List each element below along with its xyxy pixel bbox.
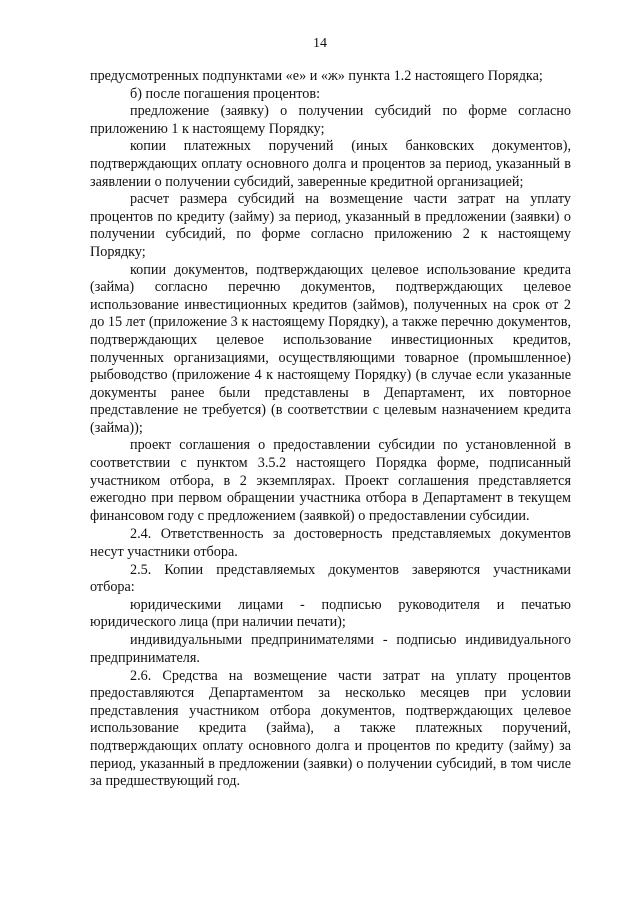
paragraph-subsidy-calculation: расчет размера субсидий на возмещение части затрат на уплату процентов по кредиту (займу) за период, указанный в предложении (заявки) о получении субсидий, по форме согласно приложению 2 к настоящему Порядку;	[90, 191, 571, 260]
paragraph-agreement-draft: проект соглашения о предоставлении субсидии по установленной в соответствии с пунктом 3.5.2 настоящего Порядка форме, подписанный участником отбора, в 2 экземплярах. Проект соглашения представляется ежегодно при первом обращении участника отбора в Департамент в текущем финансовом году с предложением (заявкой) о предоставлении субсидии.	[90, 437, 571, 524]
paragraph-continuation: предусмотренных подпунктами «е» и «ж» пункта 1.2 настоящего Порядка;	[90, 68, 543, 84]
paragraph-section-2-5: 2.5. Копии представляемых документов заверяются участниками отбора:	[90, 561, 571, 596]
paragraph-target-use-documents: копии документов, подтверждающих целевое использование кредита (займа) согласно перечню документов, подтверждающих целевое использование инвестиционных кредитов (займов), полученных на срок от 2 до 15 лет (приложение 3 к настоящему Порядку), а также перечню документов, подтверждающих целевое использование инвестиционных кредитов, полученных организациями, осуществляющими товарное (промышленное) рыбоводство (приложение 4 к настоящему Порядку) (в случае если указанные документы ранее были представлены в Департамент, их повторное представление не требуется) (в соответствии с целевым назначением кредита (займа));	[90, 261, 571, 436]
paragraph-subitem-b: б) после погашения процентов:	[130, 85, 321, 102]
paragraph-legal-entities: юридическими лицами - подписью руководителя и печатью юридического лица (при наличии печати);	[90, 596, 571, 631]
page-number: 14	[313, 36, 327, 51]
paragraph-entrepreneurs: индивидуальными предпринимателями - подписью индивидуального предпринимателя.	[90, 632, 571, 666]
paragraph-section-2-6: 2.6. Средства на возмещение части затрат на уплату процентов предоставляются Департаментом за несколько месяцев при условии представления участником отбора документов, подтверждающих целевое использование кредита (займа), а также платежных поручений, подтверждающих оплату основного долга и процентов по кредиту (займу) за период, указанный в предложении (заявки) о получении субсидий, в том числе за предшествующий год.	[90, 667, 571, 790]
paragraph-payment-copies: копии платежных поручений (иных банковских документов), подтверждающих оплату основного долга и процентов за период, указанный в заявлении о получении субсидий, заверенные кредитной организацией;	[90, 138, 571, 190]
document-body	[90, 68, 571, 791]
paragraph-application: предложение (заявку) о получении субсидий по форме согласно приложению 1 к настоящему Порядку;	[90, 103, 571, 137]
paragraph-section-2-4: 2.4. Ответственность за достоверность представляемых документов несут участники отбора.	[90, 525, 571, 560]
